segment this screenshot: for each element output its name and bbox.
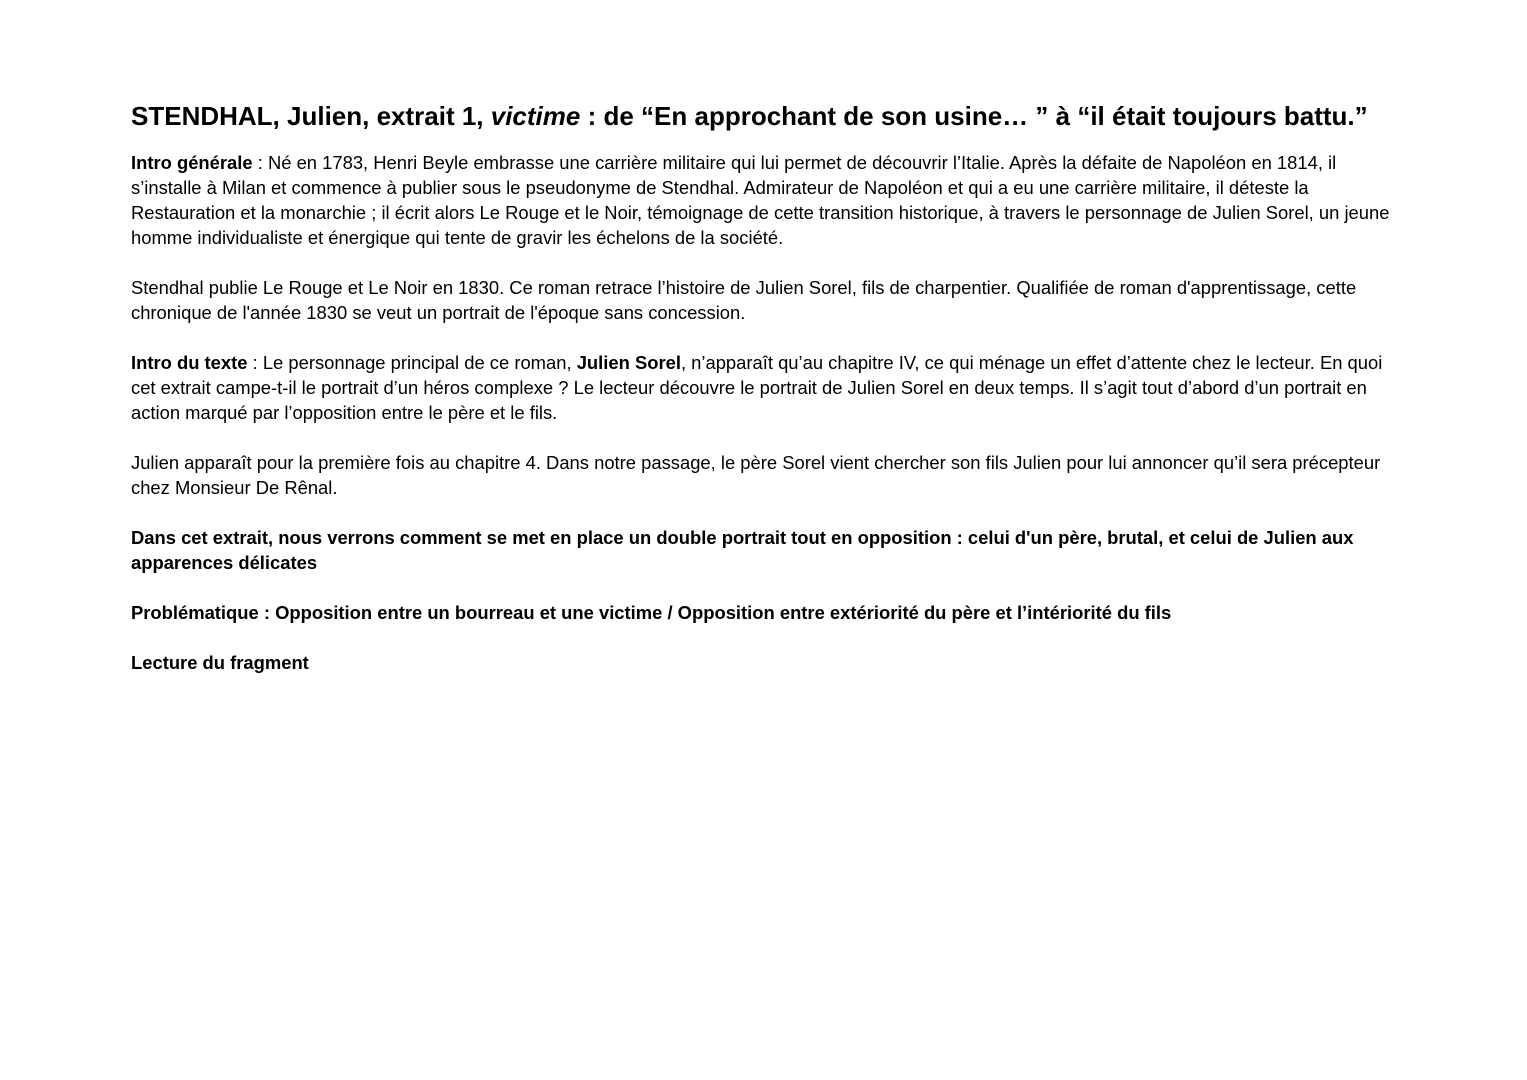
intro-generale-paragraph [131,150,1401,250]
intro-texte-after: , n’apparaît qu’au chapitre IV, ce qui ménage un effet d’attente chez le lecteur. En quoi cet extrait campe-t-il le portrait d’un héros complexe ? Le lecteur découvre le portrait de Julien Sorel en deux temps. Il s’agit tout d’abord d’un portrait en action marqué par l’opposition entre le père et le fils. [131,352,1383,423]
annonce-plan-paragraph: Dans cet extrait, nous verrons comment se met en place un double portrait tout en opposition : celui d'un père, brutal, et celui de Julien aux apparences délicates [131,527,1354,573]
problematique-paragraph: Problématique : Opposition entre un bourreau et une victime / Opposition entre extériorité du père et l’intériorité du fils [131,602,1172,623]
lecture-paragraph: Lecture du fragment [131,652,309,673]
title-italic: victime [490,101,581,131]
passage-paragraph: Julien apparaît pour la première fois au chapitre 4. Dans notre passage, le père Sorel vient chercher son fils Julien pour lui annoncer qu’il sera précepteur chez Monsieur De Rênal. [131,452,1381,498]
intro-generale-text: : Né en 1783, Henri Beyle embrasse une carrière militaire qui lui permet de découvrir l’Italie. Après la défaite de Napoléon en 1814, il s’installe à Milan et commence à publier sous le pseudonyme de Stendhal. Admirateur de Napoléon et qui a eu une carrière militaire, il déteste la Restauration et la monarchie ; il écrit alors Le Rouge et le Noir, témoignage de cette transition historique, à travers le personnage de Julien Sorel, un jeune homme individualiste et énergique qui tente de gravir les échelons de la société. [131,152,1390,248]
title-part-1: STENDHAL, Julien, extrait 1, [131,101,491,131]
intro-texte-name: Julien Sorel [576,352,681,373]
intro-texte-paragraph [131,350,1401,425]
document-title [131,100,1401,132]
publication-paragraph: Stendhal publie Le Rouge et Le Noir en 1830. Ce roman retrace l’histoire de Julien Sorel, fils de charpentier. Qualifiée de roman d'apprentissage, cette chronique de l'année 1830 se veut un portrait de l'époque sans concession. [131,277,1357,323]
intro-texte-before: : Le personnage principal de ce roman, [247,352,577,373]
document-page [131,100,1401,700]
title-part-2: : de “En approchant de son usine… ” à “il était toujours battu.” [580,101,1368,131]
intro-generale-label: Intro générale [131,152,253,173]
intro-texte-label: Intro du texte [131,352,248,373]
